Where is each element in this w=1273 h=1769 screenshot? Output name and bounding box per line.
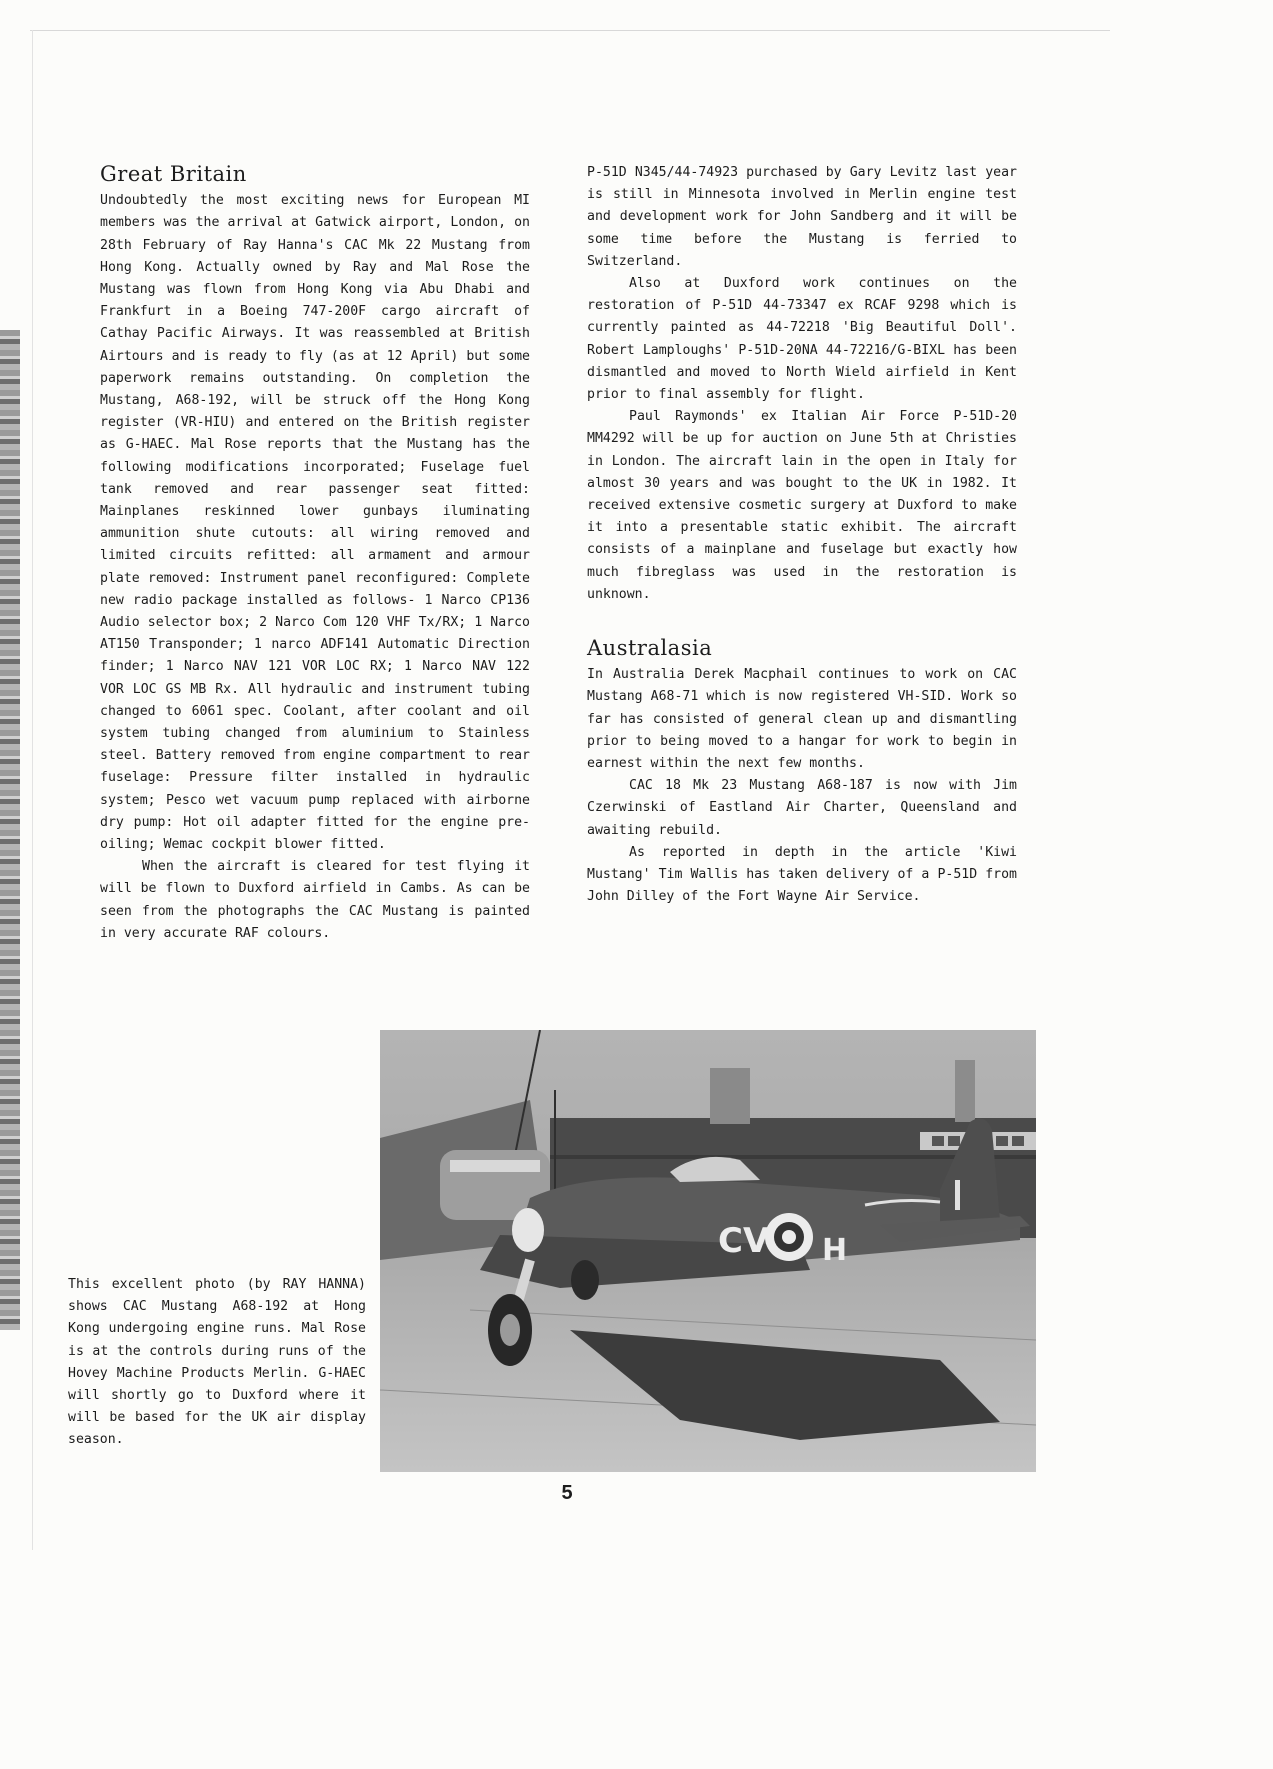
fuselage-code: CV (718, 1221, 770, 1261)
australasia-paragraph-1: In Australia Derek Macphail continues to work on CAC Mustang A68-71 which is now registered VH-SID. Work so far has consisted of general clean up and dismantling prior to being moved to a hangar for work to begin in earnest within the next few months. (587, 667, 1017, 772)
fuselage-letter: H (822, 1233, 848, 1268)
section-heading-great-britain: Great Britain (100, 162, 247, 186)
section-heading-australasia: Australasia (587, 636, 713, 661)
photo-caption: This excellent photo (by RAY HANNA) shows CAC Mustang A68-192 at Hong Kong undergoing engine runs. Mal Rose is at the controls during runs of the Hovey Machine Products Merlin. G-HAEC will shortly go to Duxford where it will be based for the UK air display season. (68, 1277, 366, 1448)
page-edge (32, 30, 33, 1550)
page-edge (30, 30, 1110, 31)
australasia-paragraph-3: As reported in depth in the article 'Kiwi Mustang' Tim Wallis has taken delivery of a P-51D from John Dilley of the Fort Wayne Air Service. (587, 844, 1017, 905)
right-paragraph-2: Also at Duxford work continues on the restoration of P-51D 44-73347 ex RCAF 9298 which is currently painted as 44-72218 'Big Beautiful Doll'. Robert Lamploughs' P-51D-20NA 44-72216/G-BIXL has been dismantled and moved to North Wield airfield in Kent prior to final assembly for flight. (587, 276, 1017, 403)
right-paragraph-1: P-51D N345/44-74923 purchased by Gary Levitz last year is still in Minnesota involved in Merlin engine test and development work for John Sandberg and it will be some time before the Mustang is ferried to Switzerland. (587, 165, 1017, 269)
right-paragraph-3: Paul Raymonds' ex Italian Air Force P-51D-20 MM4292 will be up for auction on June 5th at Christies in London. The aircraft lain in the open in Italy for almost 30 years and was bought to the UK in 1982. It received extensive cosmetic surgery at Duxford to make it into a presentable static exhibit. The aircraft consists of a mainplane and fuselage but exactly how much fibreglass was used in the restoration is unknown. (587, 409, 1017, 602)
right-column (587, 162, 1017, 908)
page-number: 5 (561, 1482, 573, 1504)
great-britain-paragraph-1: Undoubtedly the most exciting news for European MI members was the arrival at Gatwick airport, London, on 28th February of Ray Hanna's CAC Mk 22 Mustang from Hong Kong. Actually owned by Ray and Mal Rose the Mustang was flown from Hong Kong via Abu Dhabi and Frankfurt in a Boeing 747-200F cargo aircraft of Cathay Pacific Airways. It was reassembled at British Airtours and is ready to fly (as at 12 April) but some paperwork remains outstanding. On completion the Mustang, A68-192, will be struck off the Hong Kong register (VR-HIU) and entered on the British register as G-HAEC. Mal Rose reports that the Mustang has the following modifications incorporated; Fuselage fuel tank removed and rear passenger seat fitted: Mainplanes reskinned lower gunbays iluminating ammunition shute cutouts: all wiring removed and limited circuits refitted: all armament and armour plate removed: Instrument panel reconfigured: Complete new radio package installed as follows- 1 Narco CP136 Audio selector box; 2 Narco Com 120 VHF Tx/RX; 1 Narco AT150 Transponder; 1 narco ADF141 Automatic Direction finder; 1 Narco NAV 121 VOR LOC RX; 1 Narco NAV 122 VOR LOC GS MB Rx. All hydraulic and instrument tubing changed to 6061 spec. Coolant, after coolant and oil system tubing changed from aluminium to Stainless steel. Battery removed from engine compartment to rear fuselage: Pressure filter installed in hydraulic system; Pesco wet vacuum pump replaced with airborne dry pump: Hot oil adapter fitted for the engine pre-oiling; Wemac cockpit blower fitted. (100, 193, 530, 853)
mustang-photo (380, 1030, 1036, 1472)
left-column (100, 162, 530, 945)
australasia-paragraph-2: CAC 18 Mk 23 Mustang A68-187 is now with Jim Czerwinski of Eastland Air Charter, Queensland and awaiting rebuild. (587, 778, 1017, 838)
great-britain-paragraph-2: When the aircraft is cleared for test flying it will be flown to Duxford airfield in Cambs. As can be seen from the photographs the CAC Mustang is painted in very accurate RAF colours. (100, 859, 530, 941)
scan-edge-strip (0, 330, 20, 1330)
